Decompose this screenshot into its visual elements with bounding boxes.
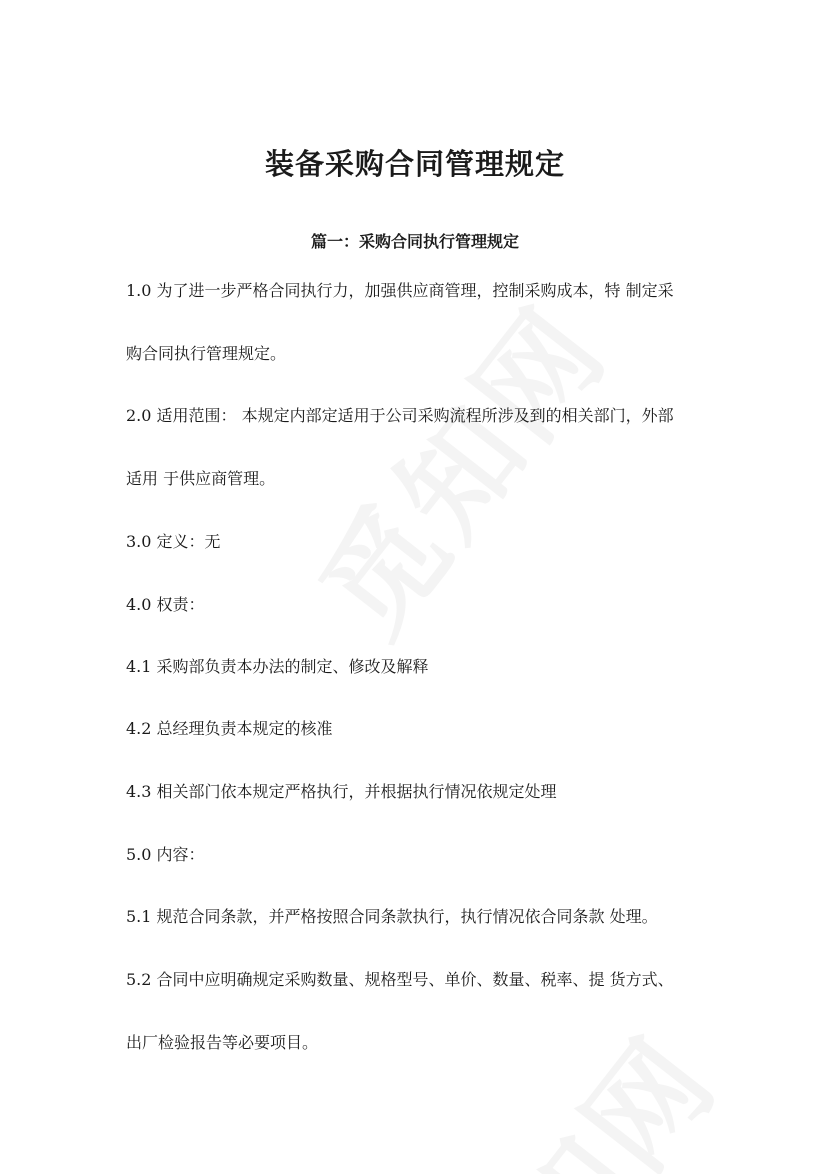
document-title: 装备采购合同管理规定 (264, 147, 565, 181)
paragraph-line: 出厂检验报告等必要项目。 (126, 1033, 319, 1052)
paragraph-line: 5.1 规范合同条款，并严格按照合同条款执行，执行情况依合同条款 处理。 (126, 907, 658, 926)
paragraph-line: 5.0 内容： (126, 845, 205, 864)
paragraph-line: 3.0 定义：无 (126, 532, 221, 551)
paragraph-line: 1.0 为了进一步严格合同执行力，加强供应商管理，控制采购成本，特 制定采 (126, 281, 674, 300)
paragraph-line: 2.0 适用范围： 本规定内部定适用于公司采购流程所涉及到的相关部门，外部 (126, 406, 674, 425)
paragraph-line: 4.1 采购部负责本办法的制定、修改及解释 (126, 657, 429, 676)
paragraph-line: 4.0 权责： (126, 595, 205, 614)
section-title: 篇一：采购合同执行管理规定 (310, 232, 519, 251)
paragraph-line: 5.2 合同中应明确规定采购数量、规格型号、单价、数量、税率、提 货方式、 (126, 970, 674, 989)
paragraph-line: 适用 于供应商管理。 (126, 469, 276, 488)
paragraph-line: 4.3 相关部门依本规定严格执行，并根据执行情况依规定处理 (126, 782, 557, 801)
paragraph-line: 4.2 总经理负责本规定的核准 (126, 719, 333, 738)
paragraph-line: 购合同执行管理规定。 (126, 344, 287, 363)
